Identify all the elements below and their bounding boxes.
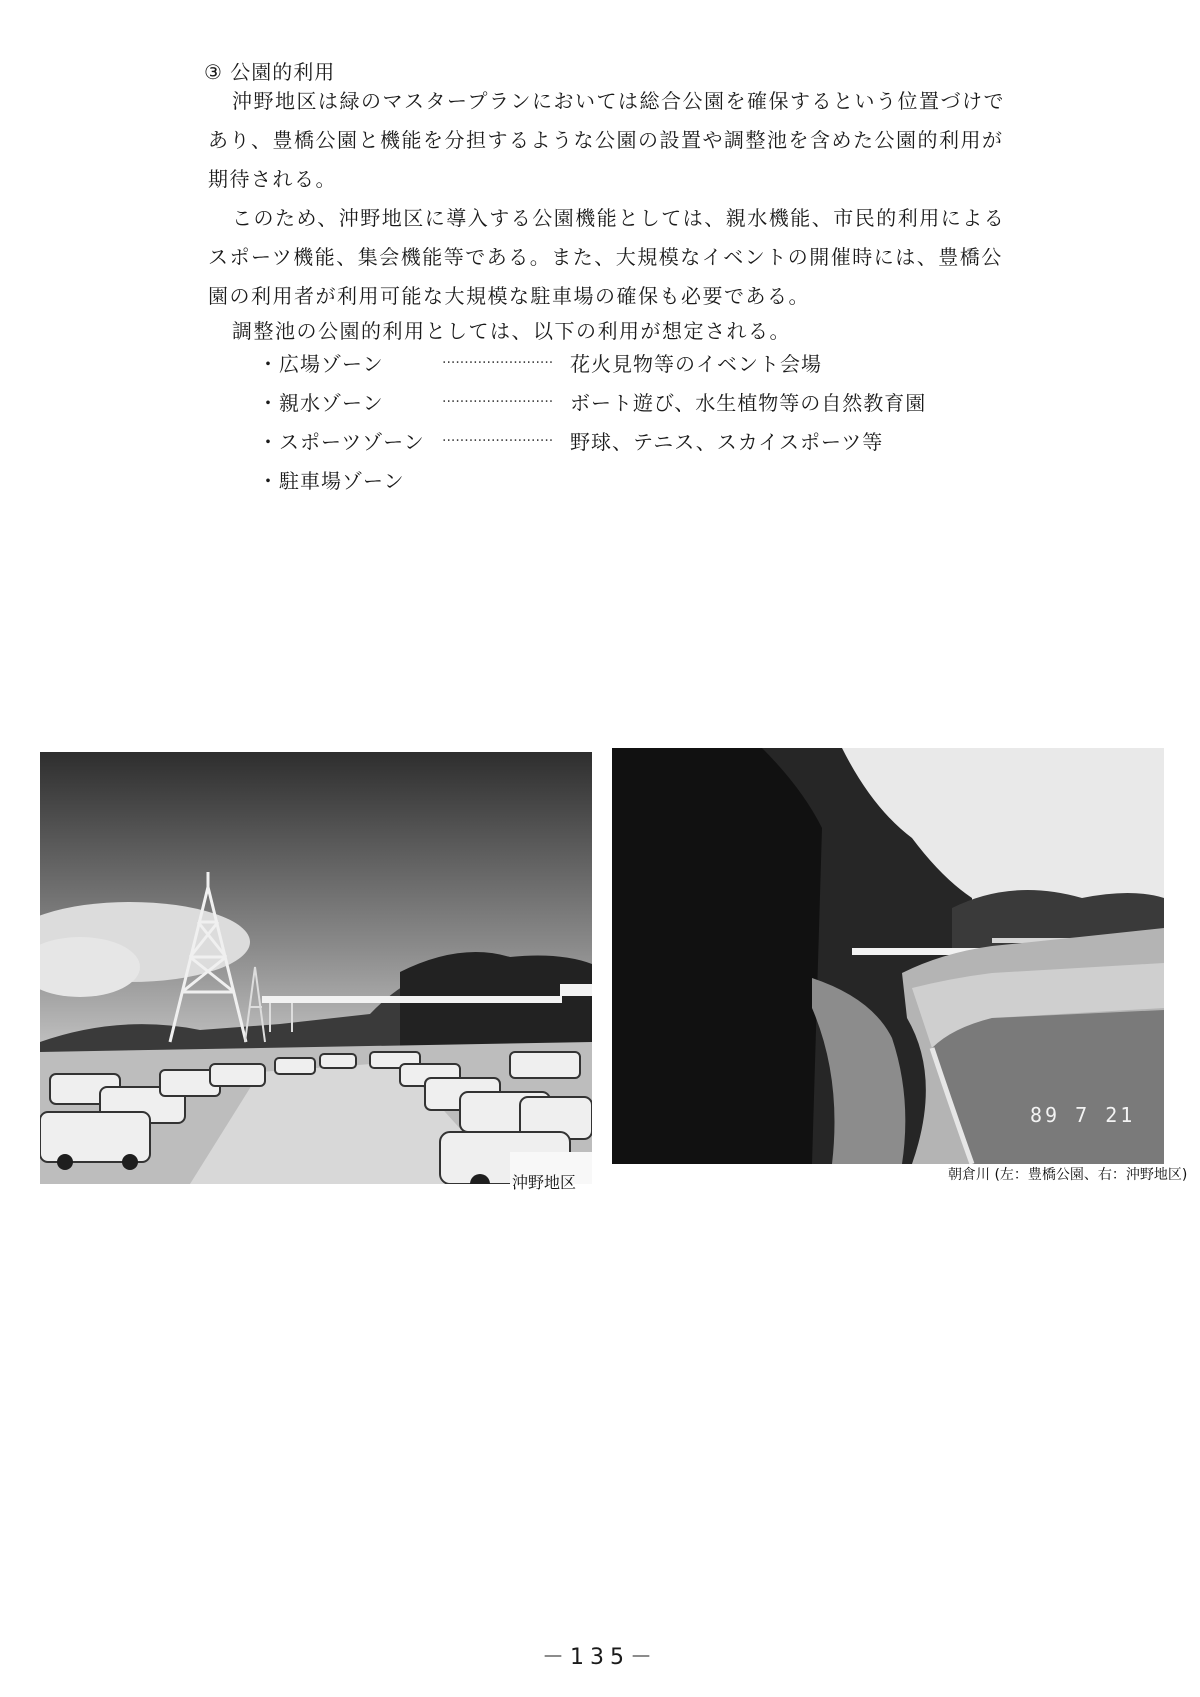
parking-lot-photo xyxy=(40,752,592,1184)
right-photo-caption: 朝倉川 (左：豊橋公園、右：沖野地区) xyxy=(948,1167,1188,1183)
zone-description: 花火見物等のイベント会場 xyxy=(570,352,822,376)
zone-name: ・駐車場ゾーン xyxy=(258,469,405,493)
zone-description: ボート遊び、水生植物等の自然教育園 xyxy=(570,391,927,415)
date-stamp: 89 7 21 xyxy=(1030,1103,1136,1127)
paragraph-3: 調整池の公園的利用としては、以下の利用が想定される。 xyxy=(232,319,791,343)
section-heading: ③ 公園的利用 xyxy=(204,60,336,84)
leader-dots: ························· xyxy=(442,355,554,371)
zone-name: ・広場ゾーン xyxy=(258,352,384,376)
page-number: －135－ xyxy=(542,1645,658,1670)
left-photo-caption: 沖野地区 xyxy=(512,1173,577,1192)
zone-description: 野球、テニス、スカイスポーツ等 xyxy=(570,430,884,454)
zone-name: ・親水ゾーン xyxy=(258,391,384,415)
leader-dots: ························· xyxy=(442,394,554,410)
paragraph-2: このため、沖野地区に導入する公園機能としては、親水機能、市民的利用によるスポーツ機能、集会機能等である。また、大規模なイベントの開催時には、豊橋公園の利用者が利用可能な大規模な駐車場の確保も必要である。 xyxy=(208,206,1006,308)
zone-name: ・スポーツゾーン xyxy=(258,430,425,454)
river-photo xyxy=(612,748,1164,1164)
paragraph-1: 沖野地区は緑のマスタープランにおいては総合公園を確保するという位置づけであり、豊橋公園と機能を分担するような公園の設置や調整池を含めた公園的利用が期待される。 xyxy=(208,89,1005,191)
leader-dots: ························· xyxy=(442,433,554,449)
